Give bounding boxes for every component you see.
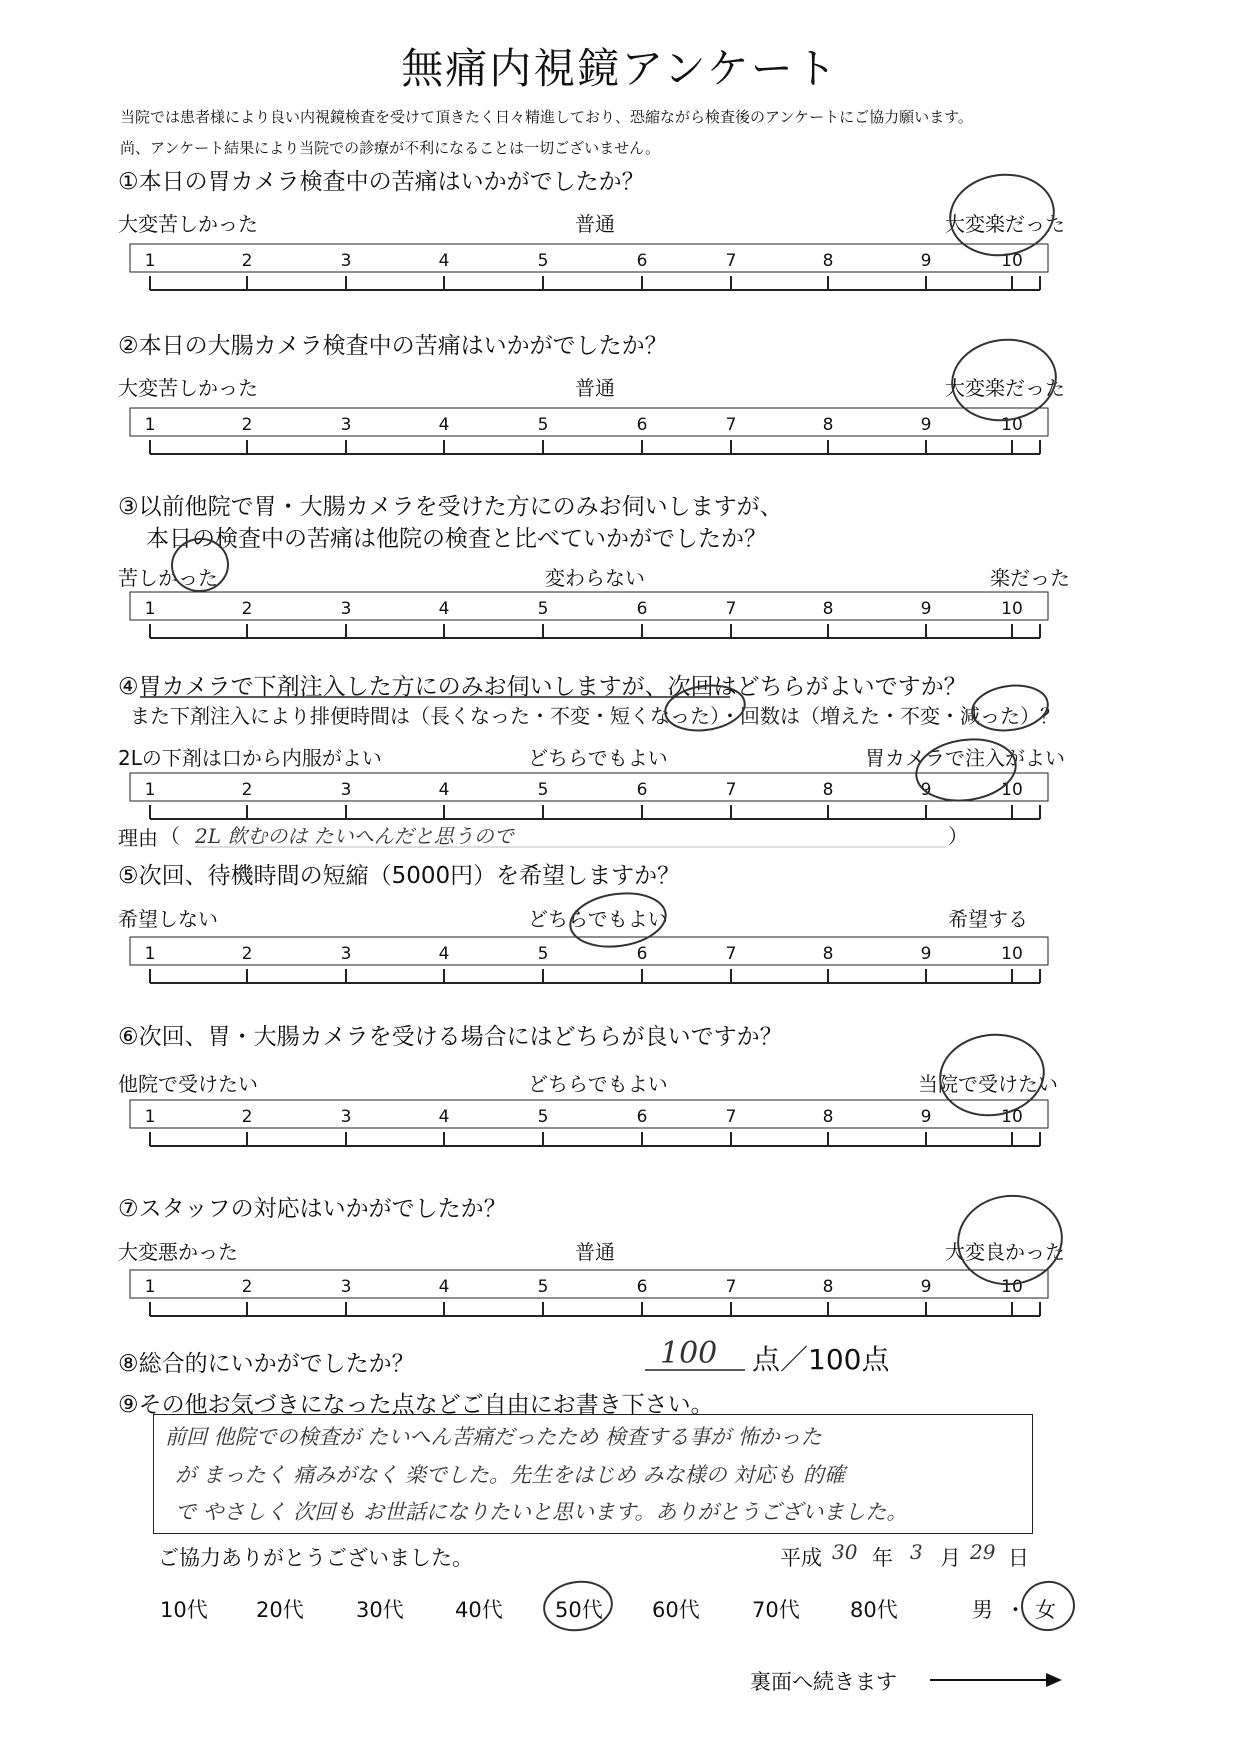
scale-7-number-10: 10 xyxy=(1001,1277,1023,1297)
question-3-mid-label: 変わらない xyxy=(545,566,645,590)
question-1-mid-label: 普通 xyxy=(575,212,615,236)
scale-7-number-3: 3 xyxy=(340,1277,352,1297)
scale-6-number-7: 7 xyxy=(725,1107,737,1127)
scale-4-number-10: 10 xyxy=(1001,780,1023,800)
scale-5-number-7: 7 xyxy=(725,944,737,964)
thanks-text: ご協力ありがとうございました。 xyxy=(158,1546,473,1570)
intro-line-1: 当院では患者様により良い内視鏡検査を受けて頂きたく日々精進しており、恐縮ながら検査後のアンケートにご協力願います。 xyxy=(120,108,973,126)
scale-1-number-5: 5 xyxy=(537,251,549,271)
scale-box-1 xyxy=(130,244,1048,272)
scale-4-number-1: 1 xyxy=(144,780,156,800)
scale-4-number-4: 4 xyxy=(438,780,450,800)
age-option-70[interactable]: 70代 xyxy=(752,1598,800,1622)
scale-4-number-9: 9 xyxy=(920,780,932,800)
scale-1-number-8: 8 xyxy=(822,251,834,271)
scale-1-number-2: 2 xyxy=(241,251,253,271)
gender-option-male[interactable]: 男 xyxy=(972,1598,993,1622)
question-8-text: ⑧総合的にいかがでしたか？ xyxy=(118,1351,415,1377)
gender-separator: ・ xyxy=(1005,1598,1026,1622)
scale-5-number-2: 2 xyxy=(241,944,253,964)
age-option-10[interactable]: 10代 xyxy=(160,1598,208,1622)
question-1-left-label: 大変苦しかった xyxy=(118,212,258,236)
question-4-text-2: また下剤注入により排便時間は（長くなった・不変・短くなった）・回数は（増えた・不変・減った）？ xyxy=(130,704,1060,728)
scale-6-number-3: 3 xyxy=(340,1107,352,1127)
age-option-20[interactable]: 20代 xyxy=(256,1598,304,1622)
scale-7-number-7: 7 xyxy=(725,1277,737,1297)
date-year: 30 xyxy=(832,1540,858,1564)
page-title: 無痛内視鏡アンケート xyxy=(401,44,839,93)
scale-2-number-2: 2 xyxy=(241,415,253,435)
question-2-mid-label: 普通 xyxy=(575,376,615,400)
scale-6-number-5: 5 xyxy=(537,1107,549,1127)
question-4-right-label: 胃カメラで注入がよい xyxy=(865,746,1065,770)
scale-2-number-9: 9 xyxy=(920,415,932,435)
scale-1-number-1: 1 xyxy=(144,251,156,271)
comment-line-3: で やさしく 次回も お世話になりたいと思います。ありがとうございました。 xyxy=(175,1500,908,1524)
scale-box-5 xyxy=(130,937,1048,965)
scale-5-number-4: 4 xyxy=(438,944,450,964)
scale-7-number-2: 2 xyxy=(241,1277,253,1297)
scale-3-number-3: 3 xyxy=(340,599,352,619)
scale-2-number-5: 5 xyxy=(537,415,549,435)
scale-4-number-5: 5 xyxy=(537,780,549,800)
age-option-60[interactable]: 60代 xyxy=(652,1598,700,1622)
scale-box-4 xyxy=(130,773,1048,801)
date-day: 29 xyxy=(970,1540,996,1564)
comment-line-2: が まったく 痛みがなく 楽でした。先生をはじめ みな様の 対応も 的確 xyxy=(175,1463,846,1487)
question-5-mid-label: どちらでもよい xyxy=(528,907,668,931)
reason-close-paren: ） xyxy=(948,824,968,848)
scale-2-number-6: 6 xyxy=(636,415,648,435)
scale-3-number-4: 4 xyxy=(438,599,450,619)
scale-5-number-8: 8 xyxy=(822,944,834,964)
question-3-text-2: 本日の検査中の苦痛は他院の検査と比べていかがでしたか？ xyxy=(146,526,767,552)
scale-1-number-7: 7 xyxy=(725,251,737,271)
overall-score-suffix: 点／100点 xyxy=(752,1343,890,1376)
scale-2-number-4: 4 xyxy=(438,415,450,435)
answer-circle-gender xyxy=(1019,1579,1077,1634)
scale-box-2 xyxy=(130,408,1048,436)
scale-7-number-8: 8 xyxy=(822,1277,834,1297)
scale-3-number-10: 10 xyxy=(1001,599,1023,619)
date-month-unit: 月 xyxy=(940,1546,961,1570)
reason-open-paren: （ xyxy=(160,824,180,848)
scale-box-6 xyxy=(130,1100,1048,1128)
question-4-left-label: 2Lの下剤は口から内服がよい xyxy=(118,746,382,770)
age-option-50[interactable]: 50代 xyxy=(555,1598,603,1622)
question-2-left-label: 大変苦しかった xyxy=(118,376,258,400)
scale-3-number-9: 9 xyxy=(920,599,932,619)
scale-7-number-4: 4 xyxy=(438,1277,450,1297)
answer-circle-q3 xyxy=(169,535,232,594)
scale-5-number-6: 6 xyxy=(636,944,648,964)
scale-6-number-10: 10 xyxy=(1001,1107,1023,1127)
answer-circle-shorter xyxy=(662,681,747,736)
question-2-right-label: 大変楽だった xyxy=(945,376,1065,400)
question-6-left-label: 他院で受けたい xyxy=(118,1072,258,1096)
gender-option-female[interactable]: 女 xyxy=(1035,1598,1056,1622)
continue-arrow-head xyxy=(1046,1673,1062,1687)
answer-circle-q5 xyxy=(567,888,669,953)
scale-3-number-6: 6 xyxy=(636,599,648,619)
scale-5-number-5: 5 xyxy=(537,944,549,964)
scale-1-number-3: 3 xyxy=(340,251,352,271)
scale-6-number-6: 6 xyxy=(636,1107,648,1127)
comment-line-1: 前回 他院での検査が たいへん苦痛だったため 検査する事が 怖かった xyxy=(165,1425,822,1449)
scale-6-number-1: 1 xyxy=(144,1107,156,1127)
scale-6-number-4: 4 xyxy=(438,1107,450,1127)
question-6-mid-label: どちらでもよい xyxy=(528,1072,668,1096)
reason-text: 2L 飲むのは たいへんだと思うので xyxy=(195,824,514,848)
scale-1-number-6: 6 xyxy=(636,251,648,271)
scale-7-number-6: 6 xyxy=(636,1277,648,1297)
date-month: 3 xyxy=(910,1540,923,1564)
question-7-right-label: 大変良かった xyxy=(945,1240,1065,1264)
scale-1-number-4: 4 xyxy=(438,251,450,271)
scale-5-number-3: 3 xyxy=(340,944,352,964)
scale-4-number-2: 2 xyxy=(241,780,253,800)
age-option-40[interactable]: 40代 xyxy=(455,1598,503,1622)
date-era: 平成 xyxy=(780,1546,822,1570)
scale-7-number-9: 9 xyxy=(920,1277,932,1297)
scale-5-number-9: 9 xyxy=(920,944,932,964)
scale-7-number-1: 1 xyxy=(144,1277,156,1297)
scale-3-number-7: 7 xyxy=(725,599,737,619)
question-1-right-label: 大変楽だった xyxy=(945,212,1065,236)
scale-box-3 xyxy=(130,592,1048,620)
question-4-mid-label: どちらでもよい xyxy=(528,746,668,770)
answer-circle-age xyxy=(541,1578,615,1635)
scale-6-number-2: 2 xyxy=(241,1107,253,1127)
question-2-text: ②本日の大腸カメラ検査中の苦痛はいかがでしたか？ xyxy=(118,333,668,359)
date-year-unit: 年 xyxy=(872,1546,893,1570)
scale-5-number-10: 10 xyxy=(1001,944,1023,964)
scale-7-number-5: 5 xyxy=(537,1277,549,1297)
scale-3-number-8: 8 xyxy=(822,599,834,619)
question-6-text: ⑥次回、胃・大腸カメラを受ける場合にはどちらが良いですか？ xyxy=(118,1024,783,1050)
question-6-right-label: 当院で受けたい xyxy=(918,1072,1058,1096)
question-5-left-label: 希望しない xyxy=(118,907,218,931)
question-4-text: ④胃カメラで下剤注入した方にのみお伺いしますが、次回はどちらがよいですか？ xyxy=(118,674,967,700)
intro-line-2: 尚、アンケート結果により当院での診療が不利になることは一切ございません。 xyxy=(120,139,661,157)
question-9-text: ⑨その他お気づきになった点などご自由にお書き下さい。 xyxy=(118,1392,714,1418)
question-7-text: ⑦スタッフの対応はいかがでしたか？ xyxy=(118,1196,507,1222)
reason-label: 理由 xyxy=(118,826,158,850)
scale-3-number-5: 5 xyxy=(537,599,549,619)
age-option-30[interactable]: 30代 xyxy=(356,1598,404,1622)
scale-2-number-8: 8 xyxy=(822,415,834,435)
answer-circle-decreased xyxy=(969,681,1050,735)
scale-5-number-1: 1 xyxy=(144,944,156,964)
scale-4-number-6: 6 xyxy=(636,780,648,800)
question-3-text: ③以前他院で胃・大腸カメラを受けた方にのみお伺いしますが、 xyxy=(118,494,783,520)
question-7-left-label: 大変悪かった xyxy=(118,1240,238,1264)
scale-2-number-7: 7 xyxy=(725,415,737,435)
scale-3-number-2: 2 xyxy=(241,599,253,619)
question-3-left-label: 苦しかった xyxy=(118,566,218,590)
scale-6-number-8: 8 xyxy=(822,1107,834,1127)
answer-circle-q7 xyxy=(952,1189,1067,1291)
question-3-right-label: 楽だった xyxy=(990,566,1070,590)
continue-text: 裏面へ続きます xyxy=(750,1670,897,1694)
question-7-mid-label: 普通 xyxy=(575,1240,615,1264)
question-5-right-label: 希望する xyxy=(948,907,1028,931)
scale-box-7 xyxy=(130,1270,1048,1298)
overall-score-value: 100 xyxy=(660,1336,718,1371)
scale-3-number-1: 1 xyxy=(144,599,156,619)
scale-6-number-9: 9 xyxy=(920,1107,932,1127)
answer-circle-q6 xyxy=(935,1028,1049,1122)
question-5-text: ⑤次回、待機時間の短縮（5000円）を希望しますか？ xyxy=(118,863,681,889)
scale-4-number-8: 8 xyxy=(822,780,834,800)
date-day-unit: 日 xyxy=(1008,1546,1029,1570)
scale-2-number-1: 1 xyxy=(144,415,156,435)
answer-circle-q1 xyxy=(945,168,1059,262)
age-option-80[interactable]: 80代 xyxy=(850,1598,898,1622)
scale-1-number-10: 10 xyxy=(1001,251,1023,271)
answer-circle-q2 xyxy=(947,333,1061,427)
scale-2-number-10: 10 xyxy=(1001,415,1023,435)
question-1-text: ①本日の胃カメラ検査中の苦痛はいかがでしたか？ xyxy=(118,169,645,195)
scale-1-number-9: 9 xyxy=(920,251,932,271)
scale-2-number-3: 3 xyxy=(340,415,352,435)
scale-4-number-7: 7 xyxy=(725,780,737,800)
scale-4-number-3: 3 xyxy=(340,780,352,800)
